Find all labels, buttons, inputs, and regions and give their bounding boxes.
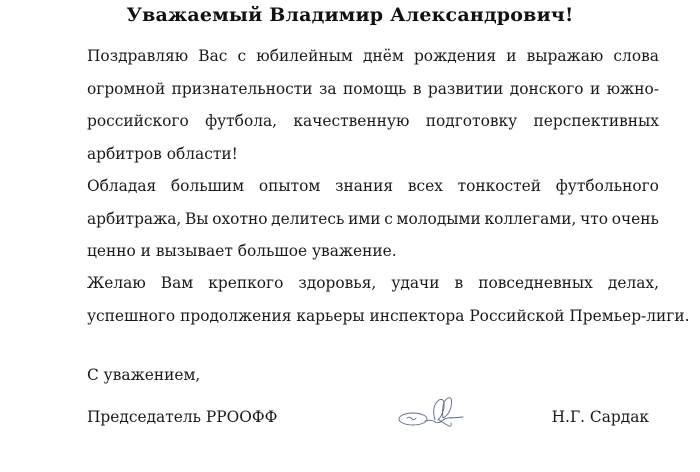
word: днём bbox=[362, 47, 404, 65]
word: за bbox=[318, 79, 337, 98]
word: Обладая bbox=[87, 177, 157, 195]
word: удачи bbox=[391, 274, 440, 292]
word: знания bbox=[335, 177, 394, 195]
word: Вас bbox=[198, 47, 228, 65]
word: молодыми bbox=[396, 209, 481, 228]
signatory-title: Председатель РРООФФ bbox=[87, 408, 278, 426]
word: опытом bbox=[258, 177, 321, 195]
word: большим bbox=[170, 177, 245, 195]
paragraph-line bbox=[87, 203, 659, 236]
word: подготовку bbox=[425, 112, 518, 130]
word: что bbox=[580, 209, 609, 228]
word: Желаю bbox=[87, 274, 146, 292]
word: слова bbox=[613, 47, 659, 65]
word: донского bbox=[509, 79, 584, 98]
salutation-heading: Уважаемый Владимир Александрович! bbox=[126, 4, 574, 26]
word: выражаю bbox=[526, 47, 604, 65]
word: перспективных bbox=[533, 112, 659, 130]
paragraph-line bbox=[87, 300, 690, 333]
word: тонкостей bbox=[457, 177, 542, 195]
paragraph-line bbox=[87, 40, 659, 73]
word: Вам bbox=[160, 274, 194, 292]
signatory-name: Н.Г. Сардак bbox=[551, 408, 649, 426]
word: в bbox=[412, 79, 422, 98]
word: повседневных bbox=[478, 274, 593, 292]
word: развитии bbox=[427, 79, 504, 98]
word: юбилейным bbox=[256, 47, 353, 65]
word: успешного продолжения карьеры инспектора Российской Премьер-лиги. bbox=[87, 306, 690, 325]
word: в bbox=[454, 274, 464, 292]
paragraph-congratulations bbox=[87, 40, 659, 170]
word: охотно bbox=[212, 209, 268, 228]
word: признательности bbox=[171, 79, 313, 98]
paragraph-line bbox=[87, 235, 659, 268]
paragraph-wishes bbox=[87, 267, 690, 332]
word: рождения bbox=[413, 47, 497, 65]
word: делах, bbox=[607, 274, 659, 292]
word: футбольного bbox=[555, 177, 659, 195]
word: и bbox=[589, 79, 601, 98]
word: огромной bbox=[87, 79, 166, 98]
paragraph-line bbox=[87, 73, 659, 106]
word: российского bbox=[87, 112, 189, 130]
word: Вы bbox=[185, 209, 209, 228]
paragraph-line bbox=[87, 267, 659, 300]
word: делитесь bbox=[271, 209, 345, 228]
signature-icon bbox=[395, 392, 465, 434]
word: арбитража, bbox=[87, 209, 182, 228]
closing-phrase: С уважением, bbox=[87, 366, 201, 384]
word: качественную bbox=[293, 112, 410, 130]
word: арбитров области! bbox=[87, 144, 238, 163]
word: крепкого bbox=[208, 274, 284, 292]
word: очень bbox=[611, 209, 659, 228]
paragraph-line bbox=[87, 105, 659, 138]
word: с bbox=[237, 47, 247, 65]
paragraph-line bbox=[87, 170, 659, 203]
word: помощь bbox=[342, 79, 407, 98]
word: ценно и вызывает большое уважение. bbox=[87, 242, 397, 260]
word: Поздравляю bbox=[87, 47, 189, 65]
word: всех bbox=[407, 177, 443, 195]
word: с bbox=[384, 209, 393, 228]
word: южно- bbox=[606, 79, 659, 98]
word: ими bbox=[348, 209, 381, 228]
paragraph-line bbox=[87, 138, 659, 171]
word: и bbox=[506, 47, 517, 65]
word: здоровья, bbox=[298, 274, 377, 292]
word: коллегами, bbox=[484, 209, 577, 228]
paragraph-experience bbox=[87, 170, 659, 268]
word: футбола, bbox=[205, 112, 278, 130]
